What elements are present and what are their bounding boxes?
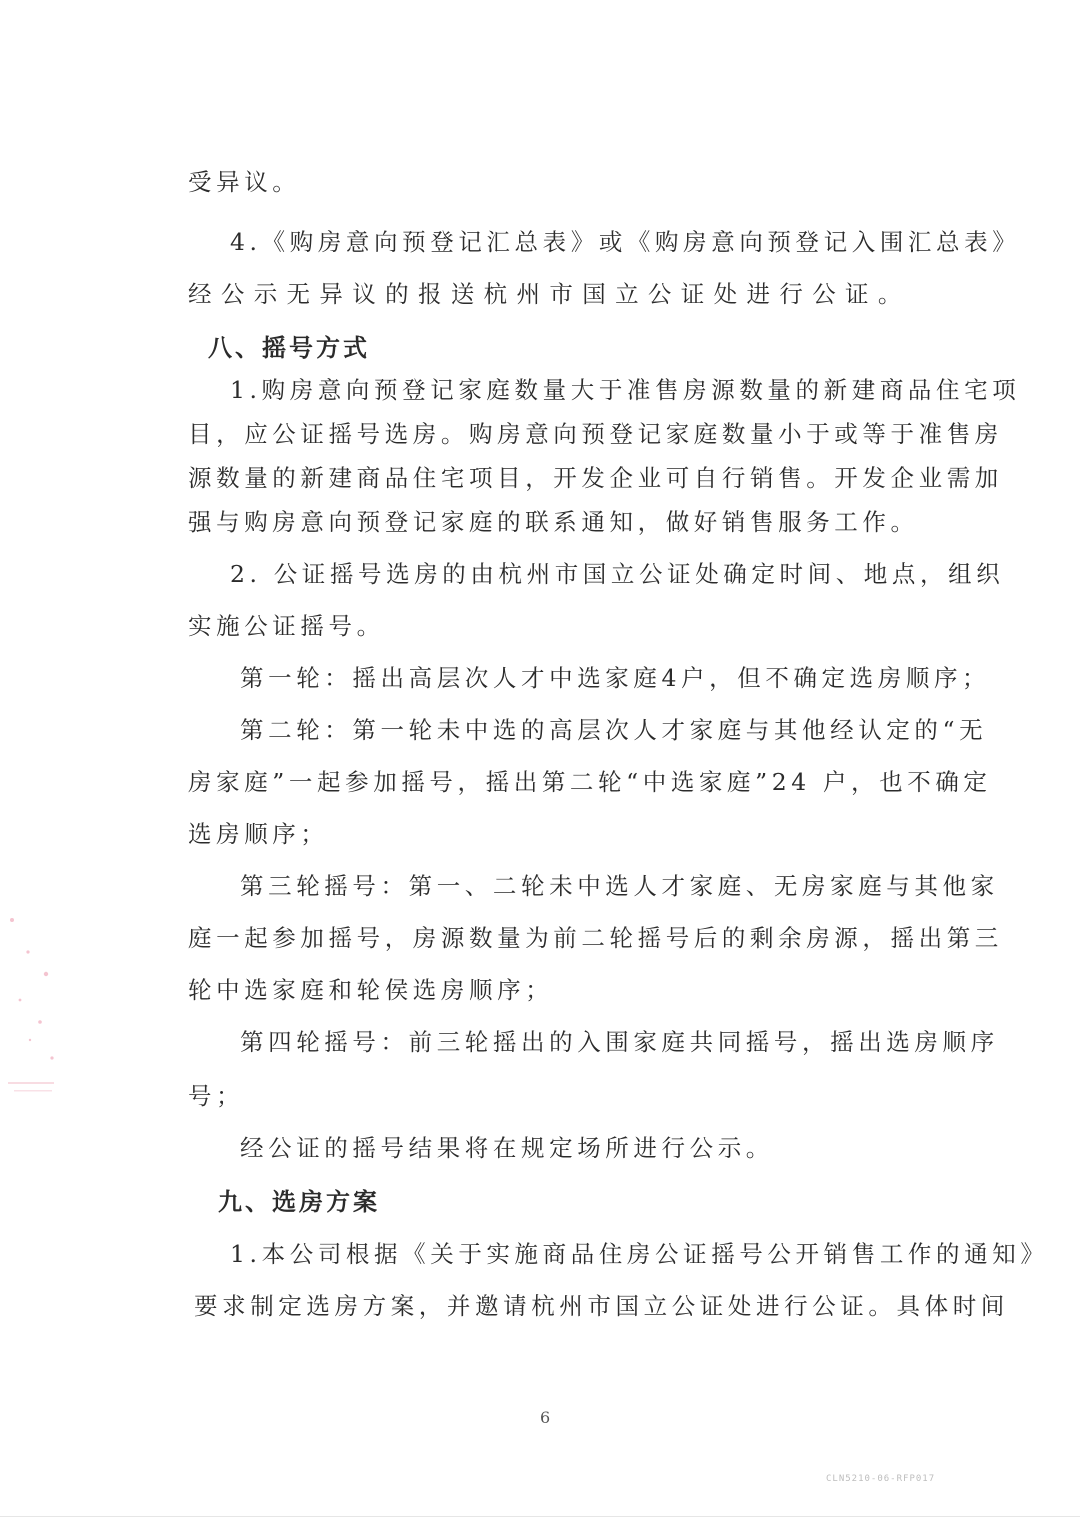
text-line: 第一轮：摇出高层次人才中选家庭4户，但不确定选房顺序； — [240, 664, 991, 692]
text-line: 实施公证摇号。 — [188, 612, 385, 640]
text-line: 要求制定选房方案，并邀请杭州市国立公证处进行公证。具体时间 — [194, 1292, 1009, 1320]
text-line: 源数量的新建商品住宅项目，开发企业可自行销售。开发企业需加 — [188, 464, 1003, 492]
text-line: 第二轮：第一轮未中选的高层次人才家庭与其他经认定的“无 — [240, 716, 988, 744]
text-line: 选房顺序； — [188, 820, 329, 848]
text-line: 房家庭”一起参加摇号，摇出第二轮“中选家庭”24 户，也不确定 — [188, 768, 992, 796]
text-line: 轮中选家庭和轮侯选房顺序； — [188, 976, 554, 1004]
text-line: 4.《购房意向预登记汇总表》或《购房意向预登记入围汇总表》 — [230, 228, 1021, 256]
stamp-bleed-mark — [0, 890, 70, 1150]
text-line: 目，应公证摇号选房。购房意向预登记家庭数量小于或等于准售房 — [188, 420, 1003, 448]
section-heading-9: 九、选房方案 — [218, 1188, 380, 1216]
section-heading-8: 八、摇号方式 — [208, 334, 370, 362]
text-line: 1.购房意向预登记家庭数量大于准售房源数量的新建商品住宅项 — [230, 376, 1021, 404]
footer-code: CLN5210-06-RFP017 — [826, 1474, 936, 1484]
text-line: 强与购房意向预登记家庭的联系通知，做好销售服务工作。 — [188, 508, 919, 536]
text-line: 受异议。 — [188, 168, 301, 196]
text-line: 号； — [188, 1082, 245, 1110]
page-number: 6 — [540, 1408, 551, 1427]
text-line: 经公示无异议的报送杭州市国立公证处进行公证。 — [188, 280, 906, 308]
text-line: 经公证的摇号结果将在规定场所进行公示。 — [240, 1134, 774, 1162]
text-line: 第四轮摇号：前三轮摇出的入围家庭共同摇号，摇出选房顺序 — [240, 1028, 999, 1056]
text-line: 第三轮摇号：第一、二轮未中选人才家庭、无房家庭与其他家 — [240, 872, 999, 900]
text-line: 1.本公司根据《关于实施商品住房公证摇号公开销售工作的通知》 — [230, 1240, 1049, 1268]
page-bottom-edge — [0, 1516, 1080, 1517]
text-line: 庭一起参加摇号，房源数量为前二轮摇号后的剩余房源，摇出第三 — [188, 924, 1003, 952]
text-line: 2. 公证摇号选房的由杭州市国立公证处确定时间、地点，组织 — [230, 560, 1005, 588]
